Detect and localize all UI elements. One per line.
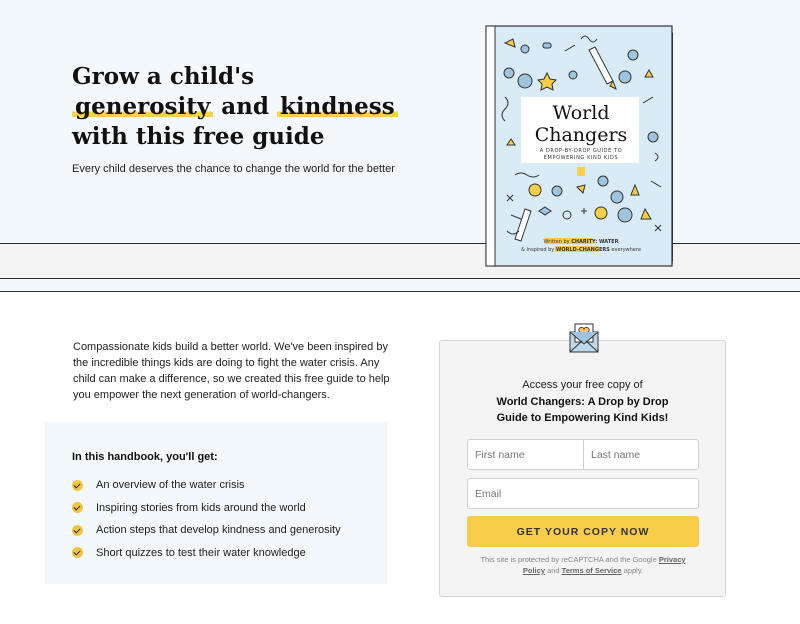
book-credit-suffix: everywhere xyxy=(609,247,641,253)
hero-title xyxy=(72,62,412,152)
get-copy-button[interactable]: GET YOUR COPY NOW xyxy=(467,516,699,547)
handbook-title: In this handbook, you'll get: xyxy=(72,451,218,463)
recaptcha-notice xyxy=(470,554,696,576)
list-item-label: Inspiring stories from kids around the world xyxy=(96,501,306,514)
book-cover-image xyxy=(485,25,673,267)
hero-title-line1: Grow a child's xyxy=(72,63,255,90)
list-item xyxy=(72,542,341,565)
legal-prefix: This site is protected by reCAPTCHA and the Google xyxy=(480,555,659,564)
list-item xyxy=(72,519,341,542)
hero-section xyxy=(0,0,800,292)
hero-title-line3: with this free guide xyxy=(72,123,325,150)
envelope-heart-icon xyxy=(565,320,603,358)
handbook-list xyxy=(72,474,341,564)
section-divider xyxy=(0,291,800,292)
list-item xyxy=(72,497,341,520)
privacy-policy-link[interactable]: Privacy Policy xyxy=(522,555,686,575)
signup-title-line1: World Changers: A Drop by Drop xyxy=(496,395,669,408)
book-spine xyxy=(486,26,495,266)
signup-card xyxy=(439,340,726,597)
list-item-label: Short quizzes to test their water knowledge xyxy=(96,546,306,559)
book-credit-line1 xyxy=(544,239,619,245)
book-credit-org: CHARITY: WATER xyxy=(571,239,619,245)
book-credit-prefix: Written by xyxy=(543,239,572,245)
book-credit-kids: WORLD-CHANGERS xyxy=(555,247,610,253)
signup-heading xyxy=(440,377,725,427)
intro-paragraph: Compassionate kids build a better world. We've been inspired by the incredible things kids are doing to fight the water crisis. Any child can make a difference, so we created this free guide to help you empower the next generation of world-changers. xyxy=(73,341,390,401)
book-credit-line2 xyxy=(521,247,641,253)
checkmark-icon xyxy=(72,525,83,536)
shelf xyxy=(0,244,800,278)
legal-suffix: apply. xyxy=(621,566,644,575)
signup-title-line2: Guide to Empowering Kind Kids! xyxy=(496,412,669,424)
checkmark-icon xyxy=(72,547,83,558)
hero-subtitle: Every child deserves the chance to change the world for the better xyxy=(72,163,395,175)
hero-title-and: and xyxy=(213,93,277,120)
first-name-input[interactable] xyxy=(467,439,584,470)
book-logo xyxy=(577,167,585,176)
shelf-bottom-line xyxy=(0,278,800,279)
legal-and: and xyxy=(544,566,562,575)
checkmark-icon xyxy=(72,502,83,513)
list-item-label: Action steps that develop kindness and generosity xyxy=(96,524,341,537)
book-title-line2: Changers xyxy=(534,124,628,146)
book-title-line1: World xyxy=(552,102,610,124)
list-item-label: An overview of the water crisis xyxy=(96,479,245,492)
last-name-input[interactable] xyxy=(583,439,699,470)
book-subtitle-line1: A DROP-BY-DROP GUIDE TO xyxy=(539,148,623,154)
hero-title-kindness: kindness xyxy=(277,93,398,120)
book-credit-mid: & inspired by xyxy=(521,247,556,253)
email-input[interactable] xyxy=(467,478,699,509)
signup-intro: Access your free copy of xyxy=(522,379,643,391)
list-item xyxy=(72,474,341,497)
handbook-box xyxy=(45,422,387,584)
checkmark-icon xyxy=(72,480,83,491)
hero-title-generosity: generosity xyxy=(72,93,213,120)
book-subtitle-line2: EMPOWERING KIND KIDS xyxy=(543,155,619,161)
terms-of-service-link[interactable]: Terms of Service xyxy=(561,566,622,575)
